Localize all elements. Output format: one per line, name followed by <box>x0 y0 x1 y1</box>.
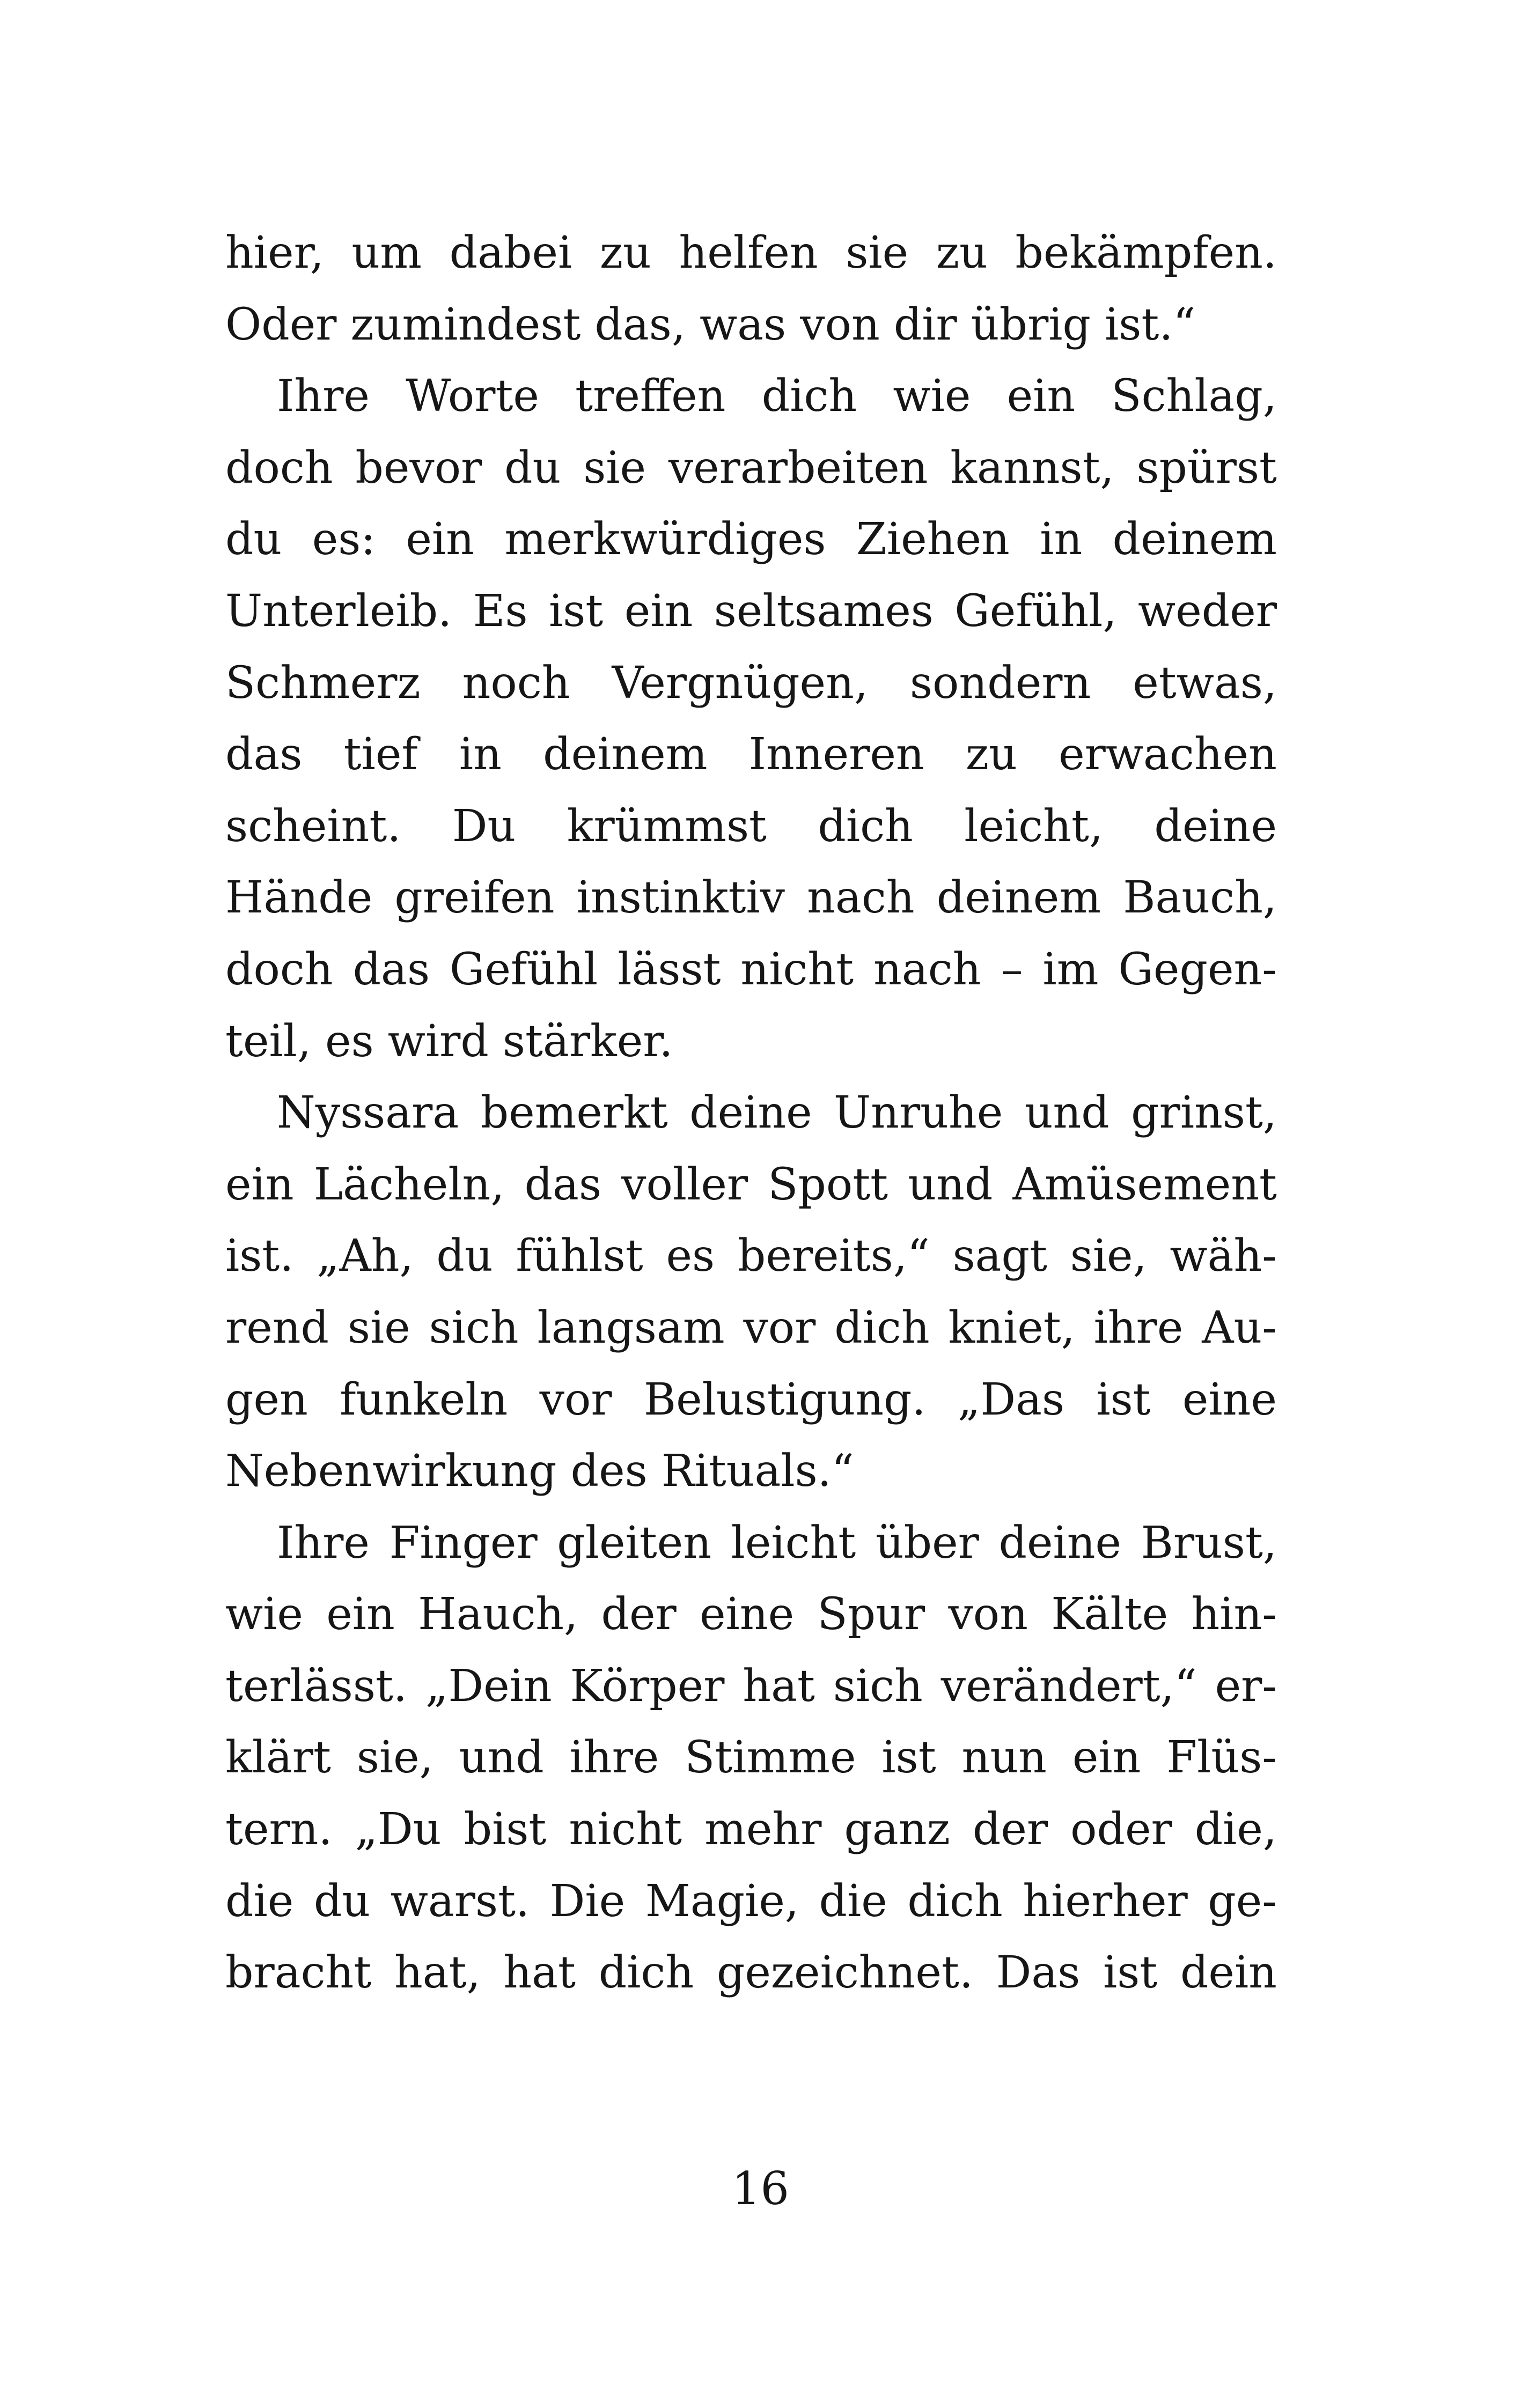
body-text <box>225 217 1277 2009</box>
text-line: Nyssara bemerkt deine Unruhe und grinst, <box>277 1087 1277 1139</box>
text-line: ist. „Ah, du fühlst es bereits,“ sagt sie, wäh- <box>225 1231 1277 1282</box>
text-line: Ihre Finger gleiten leicht über deine Brust, <box>277 1517 1277 1568</box>
page-number: 16 <box>732 2162 789 2215</box>
text-line: wie ein Hauch, der eine Spur von Kälte hin- <box>225 1589 1277 1640</box>
text-line: Ihre Worte treffen dich wie ein Schlag, <box>277 371 1277 422</box>
text-line: du es: ein merkwürdiges Ziehen in deinem <box>225 514 1277 565</box>
text-line: klärt sie, und ihre Stimme ist nun ein Flüs- <box>225 1732 1277 1784</box>
text-line: ein Lächeln, das voller Spott und Amüsement <box>225 1159 1277 1210</box>
text-line: die du warst. Die Magie, die dich hierher ge- <box>225 1875 1277 1927</box>
text-line: teil, es wird stärker. <box>225 1015 673 1067</box>
text-line: doch das Gefühl lässt nicht nach – im Gegen- <box>225 944 1277 995</box>
text-line: doch bevor du sie verarbeiten kannst, spürst <box>225 442 1277 494</box>
text-line: Oder zumindest das, was von dir übrig ist.“ <box>225 299 1196 350</box>
text-line: rend sie sich langsam vor dich kniet, ihre Au- <box>225 1302 1277 1353</box>
text-line: bracht hat, hat dich gezeichnet. Das ist dein <box>225 1947 1277 1999</box>
text-line: hier, um dabei zu helfen sie zu bekämpfen. <box>225 227 1277 278</box>
text-line: terlässt. „Dein Körper hat sich verändert,“ er- <box>225 1660 1277 1712</box>
text-line: Schmerz noch Vergnügen, sondern etwas, <box>225 657 1277 709</box>
text-line: gen funkeln vor Belustigung. „Das ist eine <box>225 1374 1277 1425</box>
text-line: Unterleib. Es ist ein seltsames Gefühl, weder <box>225 585 1277 637</box>
text-line: scheint. Du krümmst dich leicht, deine <box>225 800 1277 852</box>
text-line: Hände greifen instinktiv nach deinem Bauch, <box>225 872 1277 924</box>
text-line: das tief in deinem Inneren zu erwachen <box>225 729 1277 780</box>
text-line: tern. „Du bist nicht mehr ganz der oder die, <box>225 1804 1277 1855</box>
text-line: Nebenwirkung des Rituals.“ <box>225 1446 854 1497</box>
